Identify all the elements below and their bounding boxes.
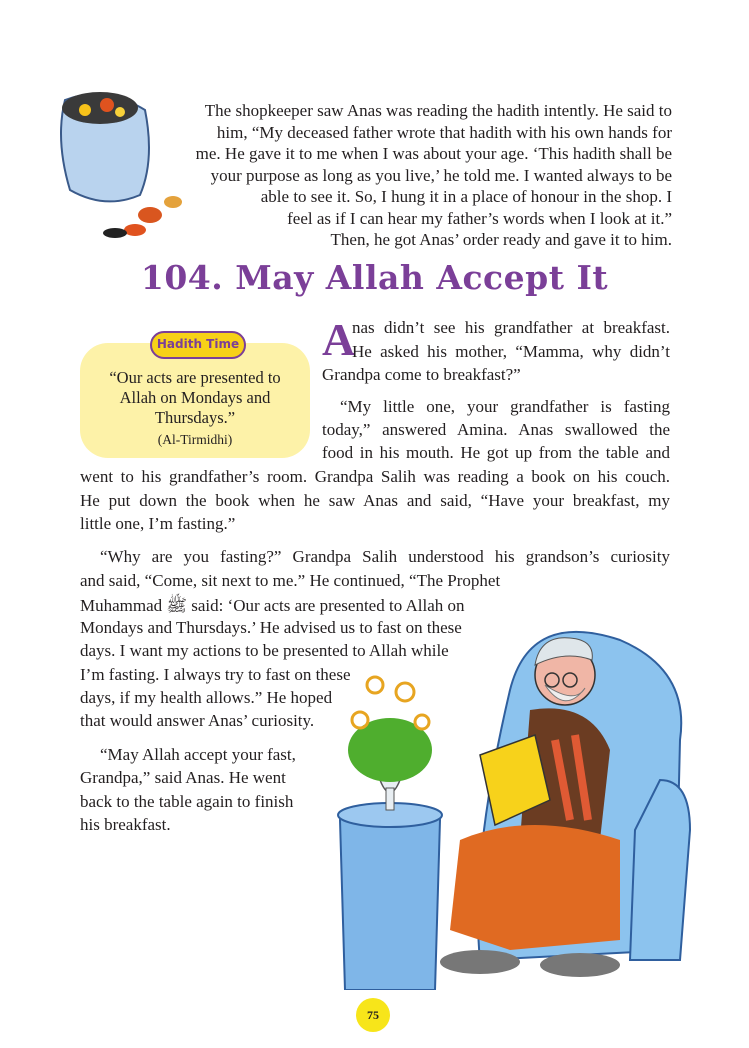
- intro-line: Then, he got Anas’ order ready and gave it to him.: [330, 230, 672, 249]
- story-line: He put down the book when he saw Anas and said, “Have your breakfast, my: [80, 491, 670, 510]
- story-line: today,” answered Amina. Anas swallowed the: [322, 420, 670, 439]
- intro-line: feel as if I can hear my father’s words when I look at it.”: [287, 208, 672, 228]
- story-line: nas didn’t see his grandfather at breakfast.: [352, 318, 670, 337]
- story-line: food in his mouth. He got up from the table and: [322, 443, 670, 462]
- story-line: days. I want my actions to be presented to Allah while: [80, 641, 449, 660]
- page-number-badge: 75: [356, 998, 390, 1032]
- story-line: and said, “Come, sit next to me.” He continued, “The Prophet: [80, 571, 501, 590]
- hadith-source: (Al-Tirmidhi): [157, 432, 233, 447]
- intro-paragraph: [140, 100, 672, 251]
- story-line: went to his grandfather’s room. Grandpa Salih was reading a book on his couch.: [80, 467, 670, 486]
- intro-line: your purpose as long as you live,’ he told me. I wanted always to be: [210, 165, 672, 185]
- chapter-title: 104. May Allah Accept It: [140, 258, 609, 297]
- story-line: I’m fasting. I always try to fast on these: [80, 665, 351, 684]
- story-line: little one, I’m fasting.”: [80, 514, 236, 533]
- story-line: “My little one, your grandfather is fasting: [340, 397, 670, 416]
- intro-line: me. He gave it to me when I was about your age. ‘This hadith shall be: [195, 144, 672, 163]
- story-line: Grandpa,” said Anas. He went: [80, 768, 286, 787]
- story-line: that would answer Anas’ curiosity.: [80, 711, 315, 730]
- drop-cap: A: [322, 314, 356, 365]
- story-line: Muhammad ﷺ said: ‘Our acts are presented to Allah on: [80, 596, 465, 615]
- story-line: his breakfast.: [80, 815, 171, 834]
- intro-line: him, “My deceased father wrote that hadith with his own hands for: [216, 122, 672, 142]
- story-line: days, if my health allows.” He hoped: [80, 688, 333, 707]
- story-line: “Why are you fasting?” Grandpa Salih understood his grandson’s curiosity: [100, 547, 670, 566]
- story-line: He asked his mother, “Mamma, why didn’t: [352, 342, 670, 361]
- story-line: “May Allah accept your fast,: [100, 745, 296, 764]
- story-line: Grandpa come to breakfast?”: [322, 365, 521, 384]
- hadith-tab-label: Hadith Time: [150, 331, 246, 359]
- intro-line: The shopkeeper saw Anas was reading the hadith intently. He said to: [204, 101, 672, 120]
- intro-line: able to see it. So, I hung it in a place of honour in the shop. I: [260, 187, 672, 206]
- story-line: back to the table again to finish: [80, 792, 294, 811]
- grandpa-reading-illustration: [330, 610, 730, 990]
- story-line: Mondays and Thursdays.’ He advised us to fast on these: [80, 618, 462, 637]
- hadith-quote: “Our acts are presented to Allah on Mondays and Thursdays.”: [109, 368, 281, 427]
